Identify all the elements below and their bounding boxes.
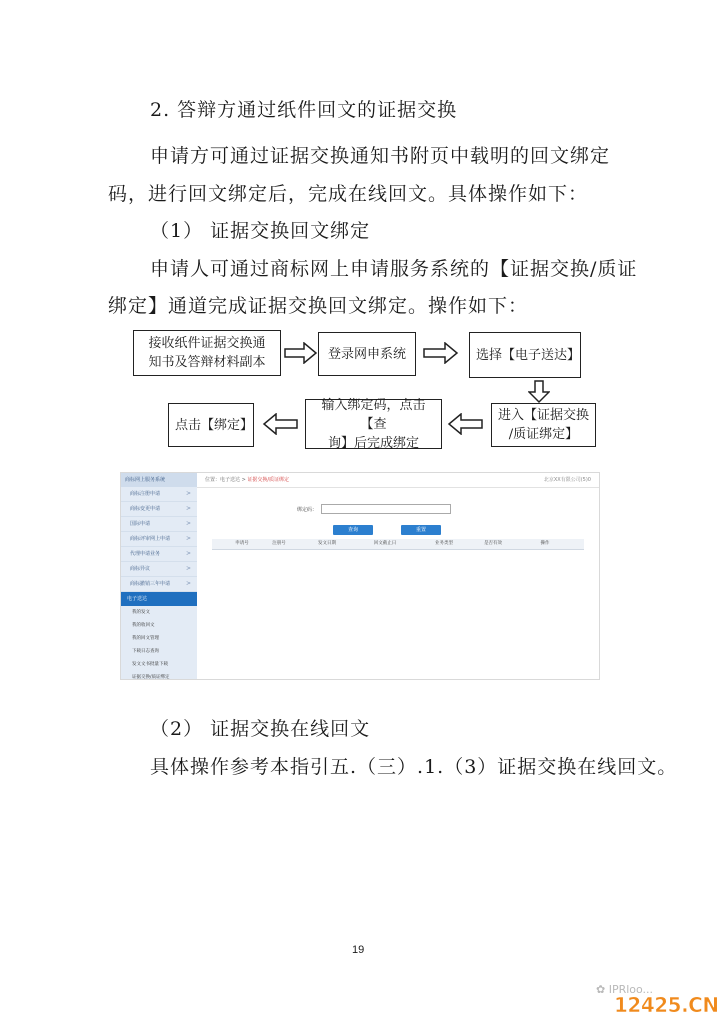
screenshot-col-header: 发文日期	[318, 541, 336, 546]
chevron-right-icon: >	[185, 490, 191, 497]
subheading-1: （1） 证据交换回文绑定	[150, 220, 371, 242]
chevron-right-icon: >	[185, 565, 191, 572]
flow-step-click-bind	[168, 403, 254, 447]
flow-step-6-text: 点击【绑定】	[175, 417, 254, 433]
flow-step-1-line-2: 知书及答辩材料副本	[148, 355, 266, 370]
screenshot-sidebar-subitem[interactable]: 我的回文管理	[132, 636, 159, 641]
flow-step-receive-notice	[133, 330, 281, 376]
section-heading: 2. 答辩方通过纸件回文的证据交换	[150, 99, 458, 121]
watermark-text: IPRloo...	[608, 983, 654, 996]
screenshot-sidebar-item[interactable]: 代理申请业务 >	[121, 547, 197, 562]
flow-arrow-left-1-icon	[447, 413, 483, 435]
screenshot-sidebar-item[interactable]: 商标撤销三年申请 >	[121, 577, 197, 592]
screenshot-content	[197, 487, 599, 679]
flow-step-4-line-1: 进入【证据交换	[498, 408, 590, 423]
flow-step-1-line-1: 接收纸件证据交换通	[148, 336, 266, 351]
paragraph-2-line-1: 申请人可通过商标网上申请服务系统的【证据交换/质证	[150, 258, 638, 280]
flow-step-4-line-2: /质证绑定】	[508, 427, 579, 442]
screenshot-reset-button[interactable]: 重置	[401, 525, 441, 535]
paragraph-1-line-2: 码，进行回文绑定后，完成在线回文。具体操作如下：	[108, 183, 589, 205]
screenshot-sidebar-item[interactable]: 商标注册申请 >	[121, 487, 197, 502]
screenshot-sidebar-active-item[interactable]: 电子送达	[121, 592, 197, 606]
site-logo	[614, 993, 719, 1017]
screenshot-col-header: 申请号	[235, 541, 249, 546]
screenshot-sidebar-item[interactable]: 商标变更申请 >	[121, 502, 197, 517]
flow-step-login	[318, 332, 416, 376]
flow-step-2-text: 登录网申系统	[327, 346, 406, 362]
flow-step-3-text: 选择【电子送达】	[476, 347, 581, 363]
screenshot-sidebar-item[interactable]: 商标异议 >	[121, 562, 197, 577]
flow-step-5-line-2: 询】后完成绑定	[327, 435, 419, 451]
flow-arrow-left-2-icon	[262, 413, 298, 435]
paragraph-3: 具体操作参考本指引五.（三）.1.（3）证据交换在线回文。	[150, 756, 678, 778]
screenshot-col-header: 操作	[540, 541, 550, 546]
screenshot-col-header: 是否有效	[484, 541, 502, 546]
chevron-right-icon: >	[185, 550, 191, 557]
screenshot-sidebar-subitem[interactable]: 发文文书批量下载	[132, 662, 168, 667]
paragraph-2-line-2: 绑定】通道完成证据交换回文绑定。操作如下：	[108, 295, 529, 317]
chevron-right-icon: >	[185, 580, 191, 587]
chevron-right-icon: >	[185, 520, 191, 527]
flow-step-select-delivery	[469, 332, 581, 378]
screenshot-sidebar-subitem[interactable]: 下载日志查询	[132, 649, 159, 654]
screenshot-sidebar	[121, 473, 197, 679]
screenshot-sidebar-subitem[interactable]: 我的收回文	[132, 623, 155, 628]
flow-arrow-down-icon	[528, 380, 550, 404]
flow-step-enter-evidence	[491, 403, 596, 447]
screenshot-user-info: 北京XX有限公司(5)0	[543, 477, 591, 483]
screenshot-breadcrumb-current: 证据交换/质证绑定	[247, 477, 290, 483]
screenshot-col-header: 回文截止日	[373, 541, 397, 546]
paragraph-1-line-1: 申请方可通过证据交换通知书附页中载明的回文绑定	[150, 145, 611, 167]
screenshot-sidebar-subitem[interactable]: 证据交换/质证绑定	[132, 675, 170, 680]
screenshot-breadcrumb: 位置：电子送达 >	[205, 477, 246, 483]
screenshot-topbar	[197, 473, 599, 488]
screenshot-sidebar-item[interactable]: 国际申请 >	[121, 517, 197, 532]
wechat-icon: ✿	[596, 983, 606, 996]
screenshot-query-button[interactable]: 查询	[333, 525, 373, 535]
screenshot-bind-code-input[interactable]	[321, 504, 451, 514]
screenshot-bind-label: 绑定码：	[297, 507, 318, 513]
flow-arrow-right-1-icon	[284, 342, 318, 364]
screenshot-col-header: 业务类型	[435, 541, 453, 546]
subheading-2: （2） 证据交换在线回文	[150, 718, 371, 740]
screenshot-col-header: 注册号	[272, 541, 286, 546]
screenshot-sidebar-title: 商标网上服务系统	[121, 473, 197, 487]
system-screenshot	[120, 472, 600, 680]
screenshot-sidebar-subitem[interactable]: 我的发文	[132, 610, 150, 615]
flow-arrow-right-2-icon	[423, 342, 459, 364]
page-number: 19	[352, 944, 365, 956]
chevron-right-icon: >	[185, 505, 191, 512]
flow-step-5-line-1: 输入绑定码，点击【查	[321, 397, 426, 432]
chevron-right-icon: >	[185, 535, 191, 542]
site-logo-text: 12425.CN	[614, 993, 719, 1017]
flow-step-input-code	[305, 399, 442, 449]
screenshot-sidebar-item[interactable]: 商标评审网上申请 >	[121, 532, 197, 547]
